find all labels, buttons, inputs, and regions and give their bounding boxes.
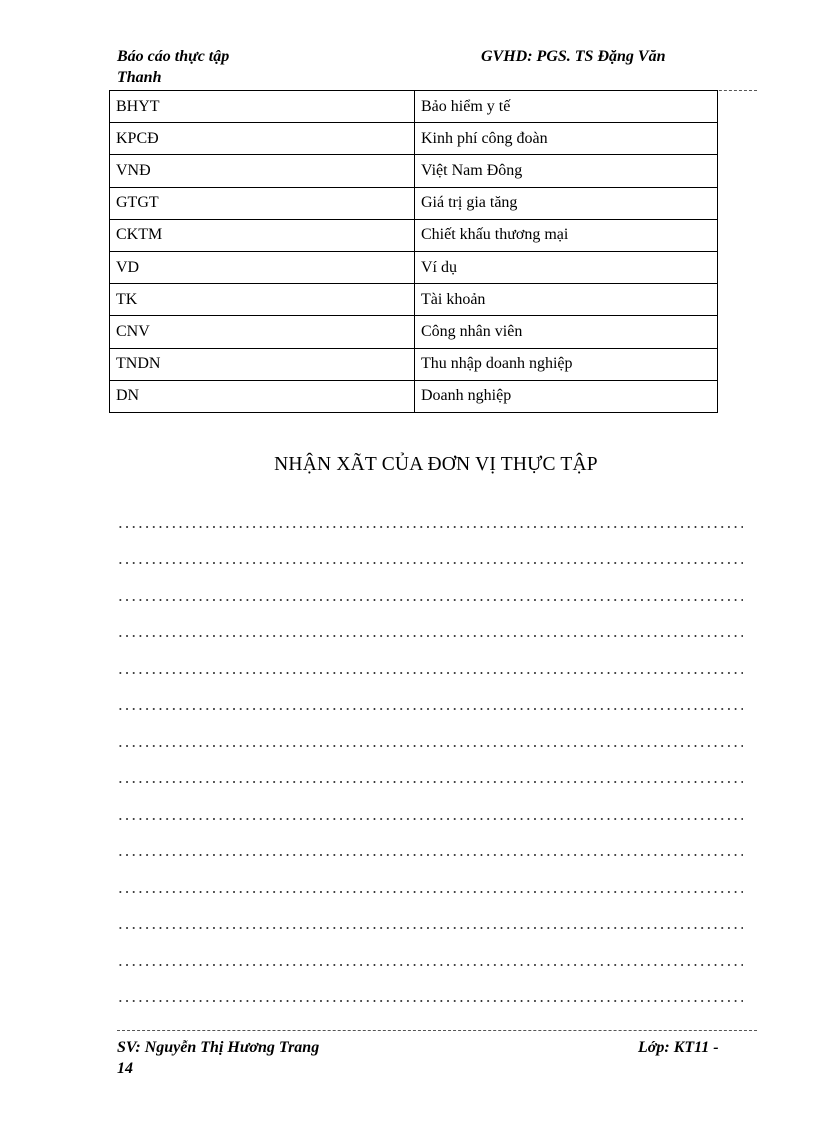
table-row bbox=[110, 187, 718, 219]
dotted-line bbox=[117, 756, 743, 793]
abbr-meaning: Thu nhập doanh nghiệp bbox=[415, 348, 718, 380]
abbr-code: BHYT bbox=[110, 91, 415, 123]
student-name: SV: Nguyễn Thị Hương Trang bbox=[117, 1039, 320, 1056]
class-label: Lớp: KT11 - bbox=[638, 1039, 719, 1056]
dotted-line bbox=[117, 975, 743, 1012]
report-title: Báo cáo thực tập bbox=[117, 48, 230, 65]
abbr-meaning: Tài khoản bbox=[415, 284, 718, 316]
abbr-meaning: Công nhân viên bbox=[415, 316, 718, 348]
abbr-code: TNDN bbox=[110, 348, 415, 380]
table-row bbox=[110, 91, 718, 123]
table-row bbox=[110, 348, 718, 380]
abbr-code: TK bbox=[110, 284, 415, 316]
abbr-meaning: Kinh phí công đoàn bbox=[415, 123, 718, 155]
dotted-line bbox=[117, 829, 743, 866]
abbreviation-table bbox=[109, 90, 718, 413]
abbr-code: VNĐ bbox=[110, 155, 415, 187]
dotted-line bbox=[117, 938, 743, 975]
abbr-meaning: Việt Nam Đông bbox=[415, 155, 718, 187]
dotted-line bbox=[117, 683, 743, 720]
dotted-line bbox=[117, 792, 743, 829]
table-row bbox=[110, 284, 718, 316]
abbr-meaning: Chiết khấu thương mại bbox=[415, 219, 718, 251]
abbr-code: VD bbox=[110, 251, 415, 283]
table-row bbox=[110, 155, 718, 187]
abbr-meaning: Doanh nghiệp bbox=[415, 380, 718, 412]
class-label-wrap: 14 bbox=[117, 1060, 133, 1077]
table-row bbox=[110, 219, 718, 251]
abbr-code: CNV bbox=[110, 316, 415, 348]
dotted-line bbox=[117, 537, 743, 574]
section-title: NHẬN XÃT CỦA ĐƠN VỊ THỰC TẬP bbox=[274, 454, 598, 475]
abbr-code: DN bbox=[110, 380, 415, 412]
dotted-line bbox=[117, 646, 743, 683]
abbr-code: CKTM bbox=[110, 219, 415, 251]
table-row bbox=[110, 251, 718, 283]
abbr-meaning: Bảo hiểm y tế bbox=[415, 91, 718, 123]
page-footer bbox=[117, 1030, 757, 1081]
abbr-meaning: Ví dụ bbox=[415, 251, 718, 283]
table-row bbox=[110, 316, 718, 348]
abbr-meaning: Giá trị gia tăng bbox=[415, 187, 718, 219]
supervisor-name-wrap: Thanh bbox=[117, 69, 162, 86]
dotted-line bbox=[117, 610, 743, 647]
comment-lines bbox=[117, 500, 743, 1011]
dotted-line bbox=[117, 865, 743, 902]
page-header bbox=[117, 46, 757, 91]
dotted-line bbox=[117, 719, 743, 756]
abbr-code: KPCĐ bbox=[110, 123, 415, 155]
table-row bbox=[110, 123, 718, 155]
abbr-code: GTGT bbox=[110, 187, 415, 219]
supervisor-label: GVHD: PGS. TS Đặng Văn bbox=[481, 48, 666, 65]
table-row bbox=[110, 380, 718, 412]
dotted-line bbox=[117, 500, 743, 537]
dotted-line bbox=[117, 573, 743, 610]
dotted-line bbox=[117, 902, 743, 939]
